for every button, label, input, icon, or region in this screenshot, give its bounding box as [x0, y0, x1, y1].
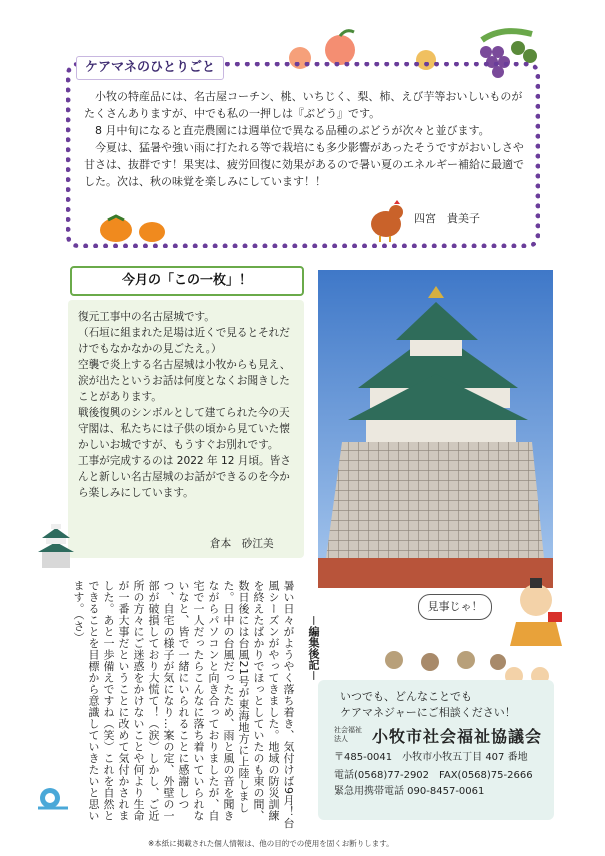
- council-address: 〒485-0041 小牧市小牧五丁目 407 番地: [334, 752, 528, 763]
- council-message: いつでも、どんなことでも: [340, 690, 472, 703]
- photo-line: 工事が完成するのは 2022 年 12 月頃。皆さんと新しい名古屋城のお話ができるのを今から楽しみにしています。: [78, 455, 291, 499]
- small-animals-illustration: [380, 640, 510, 676]
- care-paragraph: 今夏は、猛暑や強い雨に打たれる等で栽培にも多少影響があったそうですがおいしさや甘さは、抜群です！果実は、疲労回復に効果があるので暑い夏のエネルギー補給に最適でした。次は、秋の味覚を楽しみにしています！！: [84, 141, 524, 188]
- photo-section-header: 今月の「この一枚」！: [70, 266, 304, 296]
- editorial-text: 暑い日々がようやく落ち着き、気付けば9月！台風シーズンがやってきました。地域の防災訓練を終えたばかりでほっとしていたのも束の間、数日後には台風21号が東海地方に上陸しました。日中の台風だったため、雨と風の音を聞きながらパソコンと向き合っておりましたが、自宅で一人だったらこんなに落ち着いていられないなと、皆で一緒にいられることに感謝しつつ、自宅の様子が気になり…案の定、外壁の一部が破損しており大慌て！（涙）しかし、ご近所の方々にご迷惑をかけないことや何より生命が一番大事だということに改めて気付かされました。あと一歩備えですね（笑）これを自然とできることを目標から意識していきたいと思います。（さ）: [72, 580, 295, 829]
- castle-icon: [34, 520, 78, 570]
- photo-author: 倉本 砂江美: [210, 538, 274, 550]
- snail-icon: [36, 784, 70, 810]
- editorial-title: －編集後記－: [307, 615, 320, 681]
- chicken-illustration: [366, 200, 406, 242]
- photo-text: [78, 309, 300, 501]
- nagoya-castle-photo: [318, 270, 553, 588]
- persimmon-illustration: [96, 212, 176, 244]
- council-message: ケアマネジャーにご相談ください！: [340, 706, 516, 719]
- privacy-footnote: ※本紙に掲載された個人情報は、他の目的での使用を固くお断りします。: [148, 839, 394, 848]
- care-author: 四宮 貴美子: [414, 212, 480, 225]
- council-name: 小牧市社会福祉協議会: [372, 727, 543, 746]
- photo-line: 復元工事中の名古屋城です。: [78, 311, 215, 323]
- council-phone-fax: 電話(0568)77-2902 FAX(0568)75-2666: [334, 770, 533, 781]
- photo-line: 戦後復興のシンボルとして建てられた今の天守閣は、私たちには子供の頃から見ていた懐かしいお城ですが、もうすぐお別れです。: [78, 407, 290, 451]
- photo-line: 空襲で炎上する名古屋城は小牧からも見え、涙が出たというお話は何度となくお聞きしたことがあります。: [78, 359, 291, 403]
- samurai-icon: [510, 576, 566, 646]
- care-paragraph: 8 月中旬になると直売農園には週単位で異なる品種のぶどうが次々と並びます。: [95, 124, 490, 137]
- photo-line: （石垣に組まれた足場は近くで見るとそれだけでもなかなかの見ごたえ。）: [78, 327, 290, 355]
- care-column-body: [84, 88, 524, 190]
- care-paragraph: 小牧の特産品には、名古屋コーチン、桃、いちじく、梨、柿、えび芋等おいしいものがたくさんありますが、中でも私の一押しは『ぶどう』です。: [84, 90, 523, 120]
- care-column-title: ケアマネのひとりごと: [76, 56, 224, 80]
- council-org-type: 社会福祉法人: [334, 726, 362, 743]
- council-emergency-phone: 緊急用携帯電話 090-8457-0061: [334, 786, 485, 797]
- speech-bubble: 見事じゃ！: [418, 594, 492, 620]
